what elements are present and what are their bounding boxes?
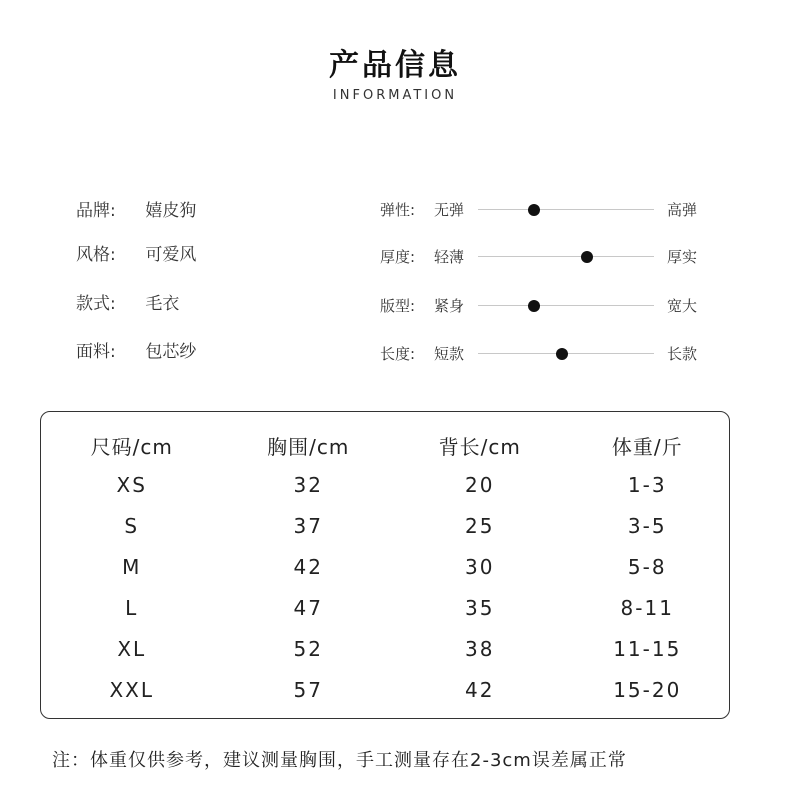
- attribute-value: 包芯纱: [145, 342, 197, 362]
- table-row: [41, 505, 729, 546]
- scale-track: [478, 305, 654, 306]
- scale-label: 厚度:: [380, 248, 416, 266]
- table-cell: 5-8: [627, 554, 667, 579]
- table-cell: 3-5: [627, 513, 667, 538]
- page-subtitle: INFORMATION: [332, 88, 458, 103]
- attribute-value: 毛衣: [145, 294, 180, 314]
- table-cell: M: [122, 554, 142, 579]
- attribute-brand: [76, 199, 196, 223]
- attribute-value: 嬉皮狗: [145, 201, 197, 221]
- table-cell: 1-3: [627, 472, 667, 497]
- scale-elasticity: [380, 198, 720, 222]
- table-row: [41, 464, 729, 505]
- attribute-key: 风格:: [76, 245, 116, 265]
- column-header-back-length: 背长/cm: [438, 434, 521, 459]
- table-cell: 42: [293, 554, 323, 579]
- table-cell: XXL: [109, 677, 154, 702]
- attribute-key: 面料:: [76, 342, 116, 362]
- table-cell: 35: [465, 595, 495, 620]
- table-cell: 42: [465, 677, 495, 702]
- scale-label: 弹性:: [380, 201, 416, 219]
- table-row: [41, 587, 729, 628]
- scale-low-label: 轻薄: [434, 248, 465, 266]
- column-header-size: 尺码/cm: [90, 434, 173, 459]
- page-title: 产品信息: [329, 48, 461, 83]
- table-cell: S: [124, 513, 140, 538]
- scale-track: [478, 256, 654, 257]
- scale-label: 长度:: [380, 345, 416, 363]
- scale-low-label: 紧身: [434, 297, 465, 315]
- size-table-header-row: [41, 426, 729, 464]
- attribute-value: 可爱风: [145, 245, 197, 265]
- scale-thickness: [380, 245, 720, 269]
- table-cell: 32: [293, 472, 323, 497]
- table-cell: 8-11: [620, 595, 674, 620]
- table-cell: 52: [293, 636, 323, 661]
- table-cell: 57: [293, 677, 323, 702]
- scale-knob: [556, 348, 568, 360]
- size-table: [41, 426, 729, 710]
- scale-track: [478, 209, 654, 210]
- table-cell: 37: [293, 513, 323, 538]
- attribute-style: [76, 243, 196, 267]
- scale-knob: [581, 251, 593, 263]
- table-cell: 11-15: [613, 636, 682, 661]
- table-cell: 20: [465, 472, 495, 497]
- scale-high-label: 长款: [667, 345, 698, 363]
- table-cell: 38: [465, 636, 495, 661]
- table-cell: 15-20: [613, 677, 682, 702]
- attribute-fabric: [76, 340, 196, 364]
- table-row: [41, 628, 729, 669]
- table-cell: L: [125, 595, 139, 620]
- scale-high-label: 宽大: [667, 297, 698, 315]
- size-table-box: [40, 411, 730, 719]
- measurement-note: 注：体重仅供参考，建议测量胸围，手工测量存在2-3cm误差属正常: [52, 750, 627, 771]
- table-cell: 30: [465, 554, 495, 579]
- table-cell: 47: [293, 595, 323, 620]
- column-header-chest: 胸围/cm: [267, 434, 350, 459]
- scale-knob: [528, 204, 540, 216]
- scale-knob: [528, 300, 540, 312]
- attribute-key: 品牌:: [76, 201, 116, 221]
- scale-low-label: 短款: [434, 345, 465, 363]
- scale-fit: [380, 294, 720, 318]
- table-cell: XL: [117, 636, 147, 661]
- table-row: [41, 669, 729, 710]
- attribute-key: 款式:: [76, 294, 116, 314]
- column-header-weight: 体重/斤: [611, 434, 683, 459]
- attribute-type: [76, 292, 179, 316]
- scale-length: [380, 342, 720, 366]
- scale-label: 版型:: [380, 297, 416, 315]
- table-cell: 25: [465, 513, 495, 538]
- table-cell: XS: [116, 472, 147, 497]
- scale-high-label: 高弹: [667, 201, 698, 219]
- table-row: [41, 546, 729, 587]
- scale-high-label: 厚实: [667, 248, 698, 266]
- scale-low-label: 无弹: [434, 201, 465, 219]
